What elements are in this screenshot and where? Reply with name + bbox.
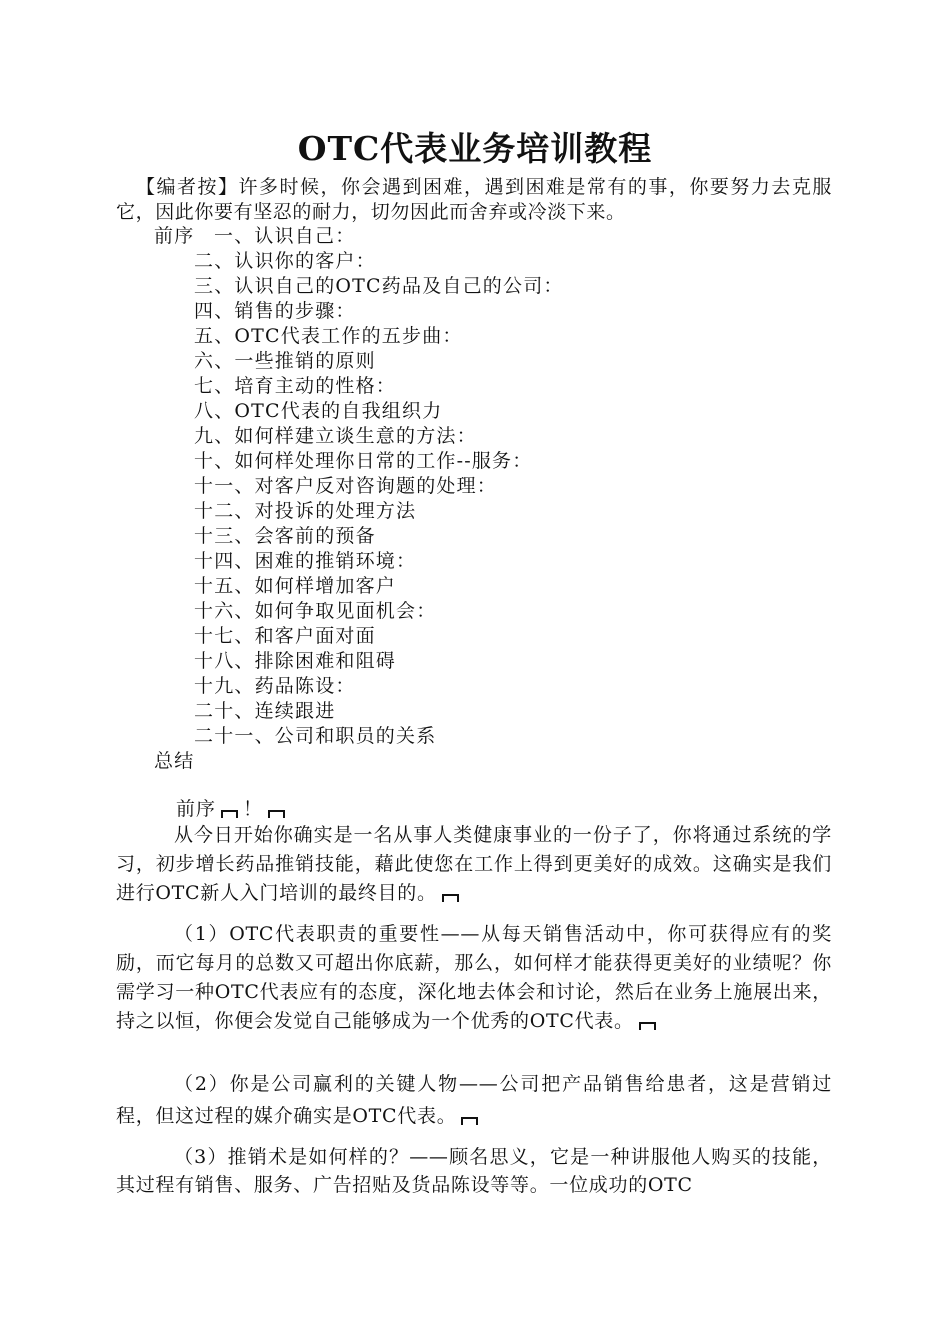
toc-item: 二、认识你的客户：	[194, 250, 376, 272]
placeholder-mark-icon	[221, 810, 238, 818]
section-heading	[176, 796, 290, 822]
paragraph-text: 从今日开始你确实是一名从事人类健康事业的一份子了，你将通过系统的学习，初步增长药品推销技能，藉此使您在工作上得到更美好的成效。这确实是我们进行OTC新人入门培训的最终目的。	[116, 824, 832, 904]
body-paragraph	[116, 821, 832, 908]
toc-summary: 总结	[154, 750, 195, 772]
placeholder-mark-icon	[268, 810, 285, 818]
toc-item: 二十一、公司和职员的关系	[194, 725, 437, 747]
editor-note: 【编者按】许多时候，你会遇到困难，遇到困难是常有的事，你要努力去克服它，因此你要有坚忍的耐力，切勿因此而舍弃或冷淡下来。	[116, 176, 832, 223]
toc-item: 十八、排除困难和阻碍	[194, 650, 397, 672]
toc-item: 十七、和客户面对面	[194, 625, 376, 647]
toc-prefix: 前序	[154, 225, 195, 247]
toc-item: 三、认识自己的OTC药品及自己的公司：	[194, 275, 564, 297]
placeholder-mark-icon	[639, 1022, 656, 1030]
paragraph-text: （2）你是公司赢利的关键人物——公司把产品销售给患者，这是营销过程，但这过程的媒介确实是OTC代表。	[116, 1073, 832, 1127]
placeholder-mark-icon	[461, 1117, 478, 1125]
toc-item: 四、销售的步骤：	[194, 300, 356, 322]
toc-item: 十五、如何样增加客户	[194, 575, 397, 597]
toc-item: 十三、会客前的预备	[194, 525, 376, 547]
toc-item: 十九、药品陈设：	[194, 675, 356, 697]
paragraph-text: （1）OTC代表职责的重要性——从每天销售活动中，你可获得应有的奖励，而它每月的总数又可超出你底薪，那么，如何样才能获得更美好的业绩呢？你需学习一种OTC代表应有的态度，深化地去体会和讨论，然后在业务上施展出来，持之以恒，你便会发觉自己能够成为一个优秀的OTC代表。	[116, 923, 832, 1032]
section-heading-exclaim: ！	[243, 798, 264, 820]
section-heading-text: 前序	[176, 798, 217, 820]
toc-item: 一、认识自己：	[214, 225, 356, 247]
toc-item: 十、如何样处理你日常的工作--服务：	[194, 450, 533, 472]
toc-item: 五、OTC代表工作的五步曲：	[194, 325, 463, 347]
toc-item: 二十、连续跟进	[194, 700, 336, 722]
toc-item: 十六、如何争取见面机会：	[194, 600, 437, 622]
placeholder-mark-icon	[442, 894, 459, 902]
body-paragraph	[116, 1143, 832, 1199]
toc-item: 八、OTC代表的自我组织力	[194, 400, 443, 422]
paragraph-text: （3）推销术是如何样的？——顾名思义，它是一种讲服他人购买的技能，其过程有销售、服务、广告招贴及货品陈设等等。一位成功的OTC	[116, 1146, 832, 1196]
toc-item: 十二、对投诉的处理方法	[194, 500, 417, 522]
body-paragraph	[116, 920, 832, 1036]
toc-item: 七、培育主动的性格：	[194, 375, 397, 397]
toc-item: 十一、对客户反对咨询题的处理：	[194, 475, 498, 497]
toc-item: 十四、困难的推销环境：	[194, 550, 417, 572]
toc-item: 九、如何样建立谈生意的方法：	[194, 425, 477, 447]
document-title: OTC代表业务培训教程	[297, 129, 653, 168]
body-paragraph	[116, 1068, 832, 1132]
toc-item: 六、一些推销的原则	[194, 350, 376, 372]
